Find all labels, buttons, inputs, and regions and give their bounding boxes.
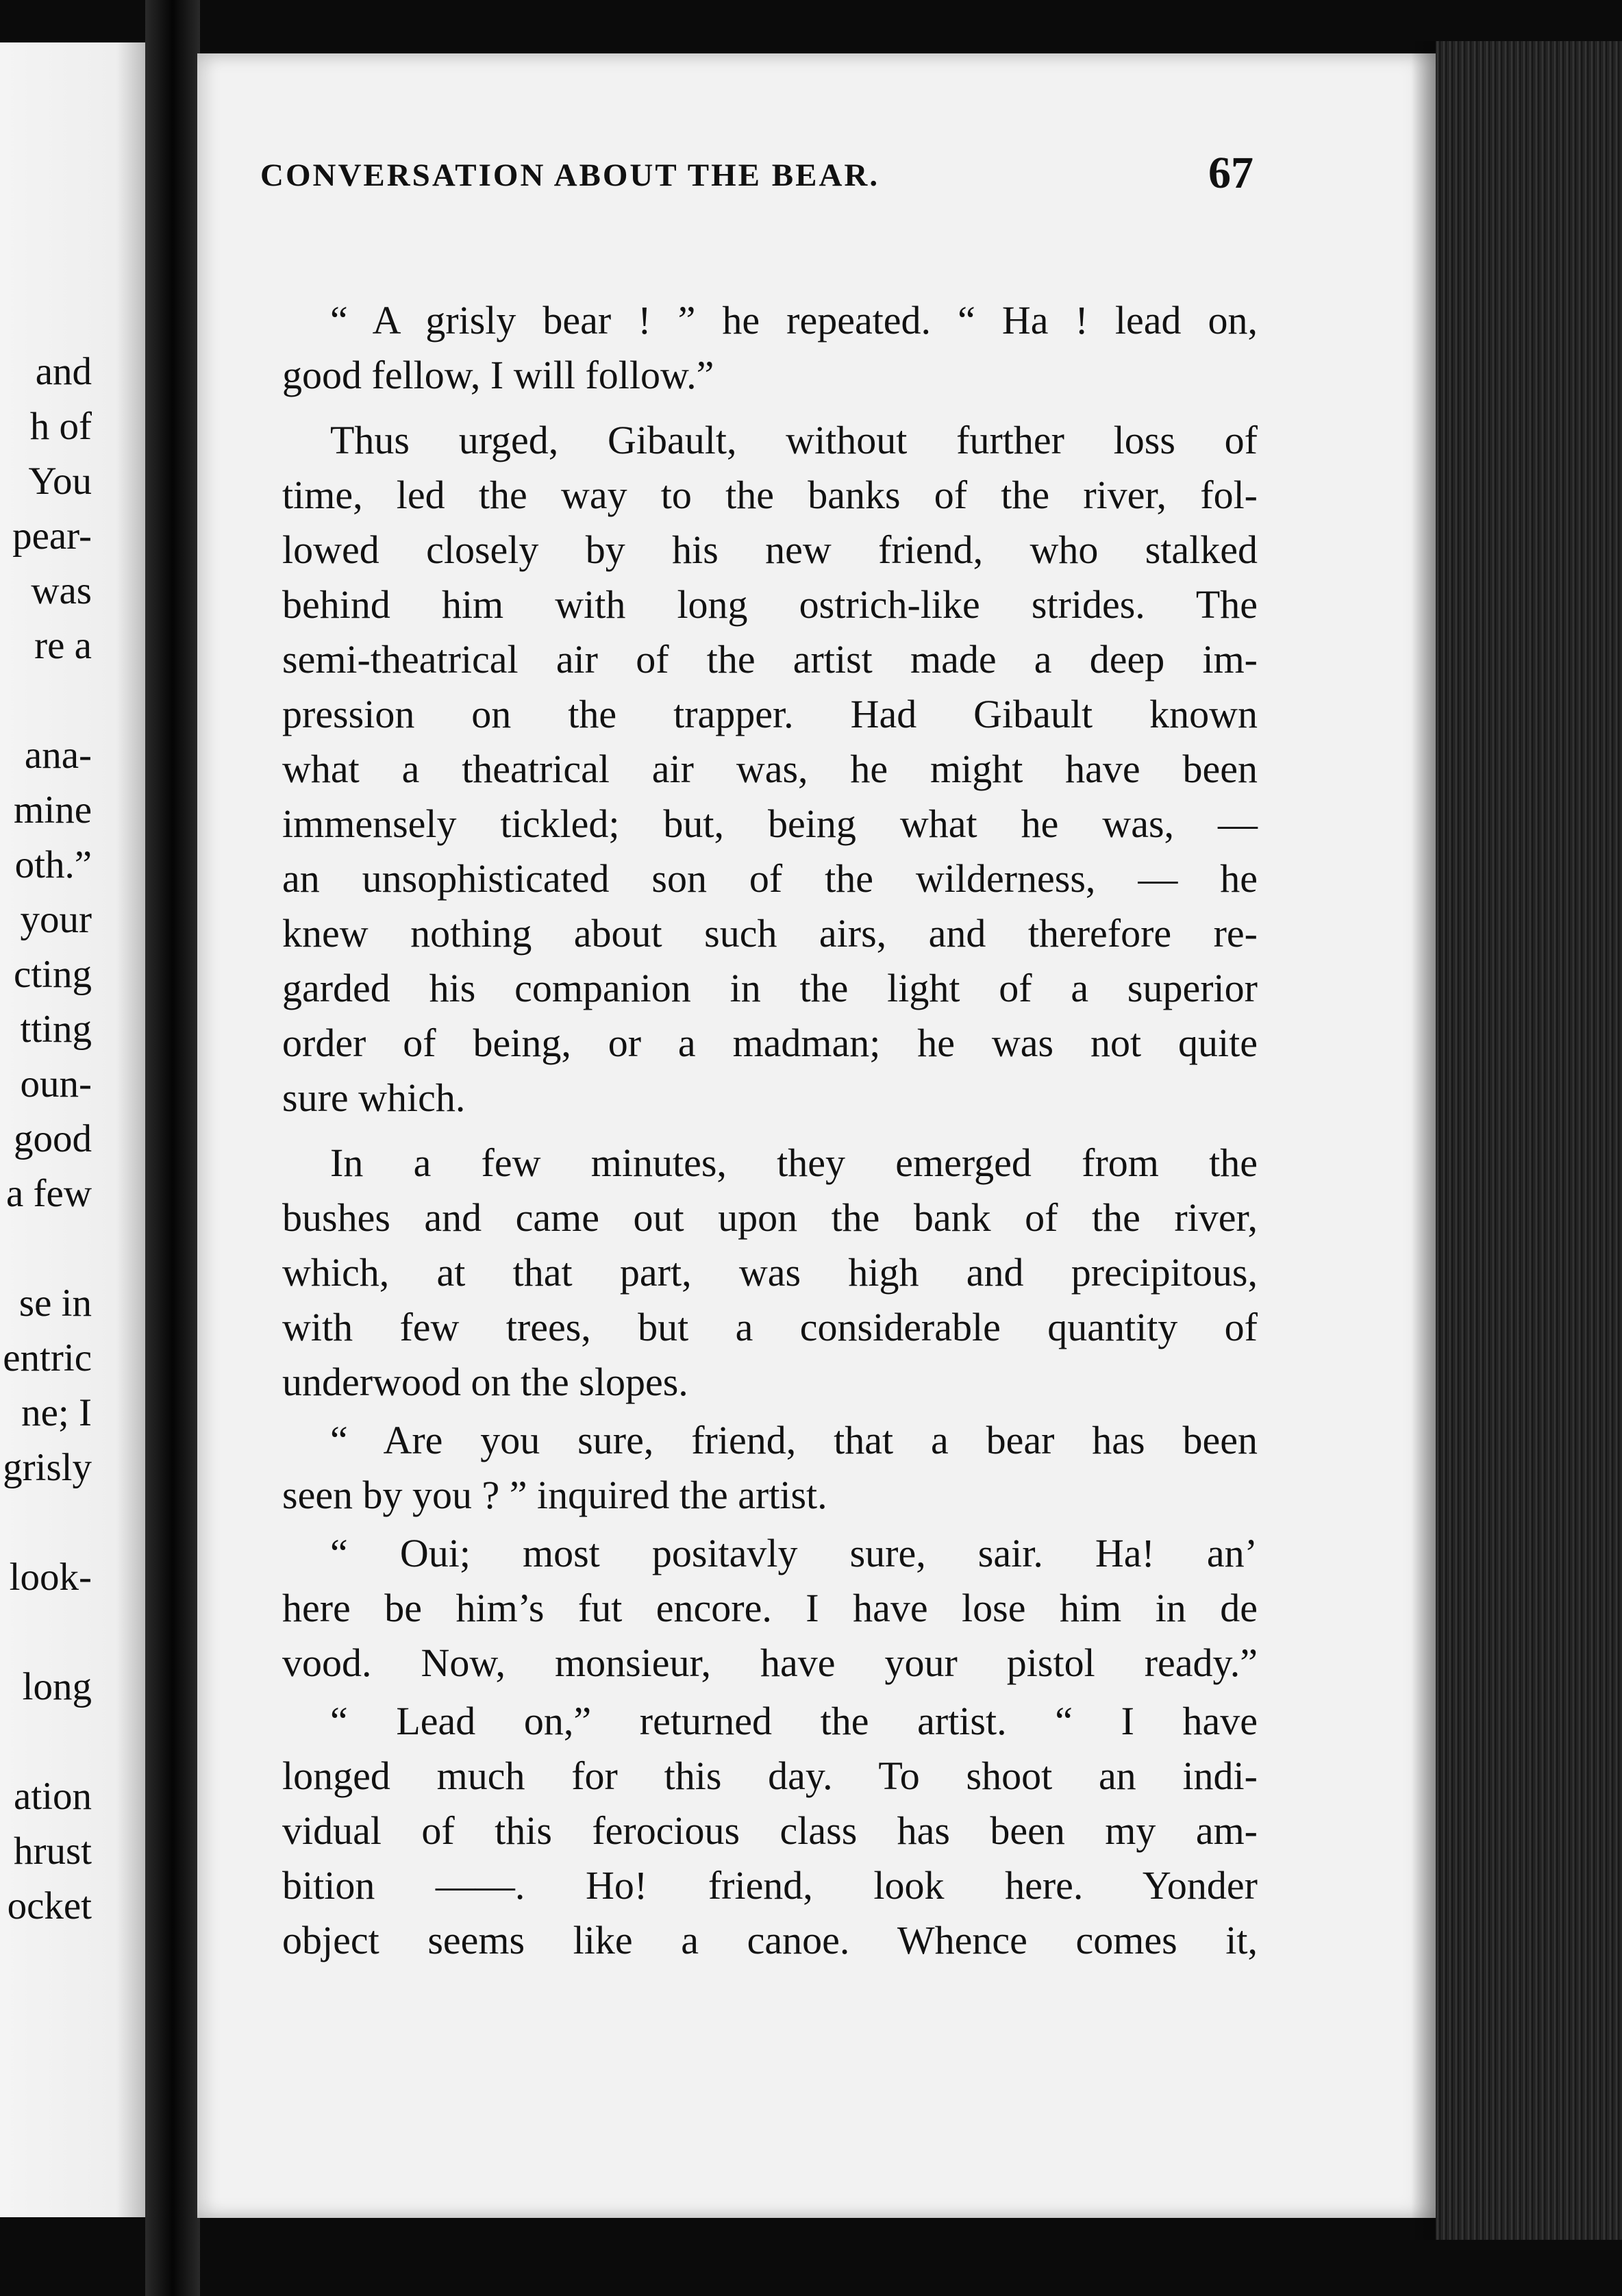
- left-fragment: good: [14, 1117, 92, 1160]
- left-fragment: long: [22, 1665, 92, 1708]
- text-line: an unsophisticated son of the wilderness, — he: [282, 856, 1258, 901]
- left-fragment: grisly: [3, 1446, 92, 1489]
- text-line: what a theatrical air was, he might have been: [282, 747, 1258, 791]
- text-line: here be him’s fut encore. I have lose him in de: [282, 1586, 1258, 1630]
- left-fragment: hrust: [14, 1830, 92, 1873]
- left-fragment: look-: [9, 1556, 92, 1599]
- text-line: time, led the way to the banks of the river, fol-: [282, 473, 1258, 517]
- text-line: Thus urged, Gibault, without further loss of: [330, 418, 1258, 462]
- text-line: garded his companion in the light of a superior: [282, 966, 1258, 1010]
- left-facing-page: [0, 42, 145, 2217]
- left-fragment: tting: [20, 1008, 92, 1051]
- left-fragment: ation: [14, 1775, 92, 1818]
- text-line: knew nothing about such airs, and therefore re-: [282, 911, 1258, 956]
- text-line: which, at that part, was high and precipitous,: [282, 1250, 1258, 1295]
- running-head: [260, 147, 1253, 202]
- left-fragment: h of: [29, 405, 92, 448]
- text-line: object seems like a canoe. Whence comes it,: [282, 1918, 1258, 1962]
- left-fragment: oun-: [20, 1062, 92, 1106]
- text-line: longed much for this day. To shoot an indi-: [282, 1754, 1258, 1798]
- left-fragment: cting: [14, 953, 92, 996]
- text-line: order of being, or a madman; he was not quite: [282, 1021, 1258, 1065]
- text-line: “ Oui; most positavly sure, sair. Ha! an’: [330, 1531, 1258, 1575]
- text-line: underwood on the slopes.: [282, 1360, 688, 1404]
- left-fragment: ne; I: [21, 1391, 92, 1434]
- text-line: semi-theatrical air of the artist made a deep im-: [282, 637, 1258, 682]
- left-fragment: and: [35, 350, 92, 393]
- text-line: pression on the trapper. Had Gibault known: [282, 692, 1258, 736]
- left-fragment: entric: [3, 1336, 92, 1380]
- text-line: lowed closely by his new friend, who stalked: [282, 527, 1258, 572]
- book-fore-edge: [1436, 41, 1622, 2240]
- text-line: seen by you ? ” inquired the artist.: [282, 1473, 827, 1517]
- text-line: good fellow, I will follow.”: [282, 353, 714, 397]
- left-fragment: a few: [6, 1172, 92, 1215]
- text-line: vidual of this ferocious class has been my am-: [282, 1808, 1258, 1853]
- text-line: In a few minutes, they emerged from the: [330, 1140, 1258, 1185]
- page-number: 67: [1208, 148, 1253, 198]
- left-fragment: mine: [14, 788, 92, 832]
- book-gutter: [145, 0, 200, 2296]
- left-fragment: You: [28, 460, 92, 503]
- text-line: “ A grisly bear ! ” he repeated. “ Ha ! lead on,: [330, 298, 1258, 342]
- left-fragment: pear-: [12, 514, 92, 558]
- left-fragment: was: [31, 569, 92, 612]
- left-fragment: se in: [18, 1282, 92, 1325]
- text-line: behind him with long ostrich-like strides. The: [282, 582, 1258, 627]
- text-line: bushes and came out upon the bank of the river,: [282, 1195, 1258, 1240]
- left-fragment: your: [20, 898, 92, 941]
- left-fragment: ocket: [7, 1884, 92, 1927]
- text-line: with few trees, but a considerable quantity of: [282, 1305, 1258, 1349]
- text-line: “ Are you sure, friend, that a bear has been: [330, 1418, 1258, 1462]
- text-line: immensely tickled; but, being what he was, —: [282, 801, 1258, 846]
- text-line: bition ——. Ho! friend, look here. Yonder: [282, 1863, 1258, 1908]
- text-line: sure which.: [282, 1075, 466, 1120]
- text-line: “ Lead on,” returned the artist. “ I have: [330, 1699, 1258, 1743]
- text-line: vood. Now, monsieur, have your pistol ready.”: [282, 1640, 1258, 1685]
- left-fragment: oth.”: [14, 843, 92, 886]
- running-title: CONVERSATION ABOUT THE BEAR.: [260, 158, 880, 193]
- left-fragment: ana-: [24, 734, 92, 777]
- left-fragment: re a: [34, 624, 92, 667]
